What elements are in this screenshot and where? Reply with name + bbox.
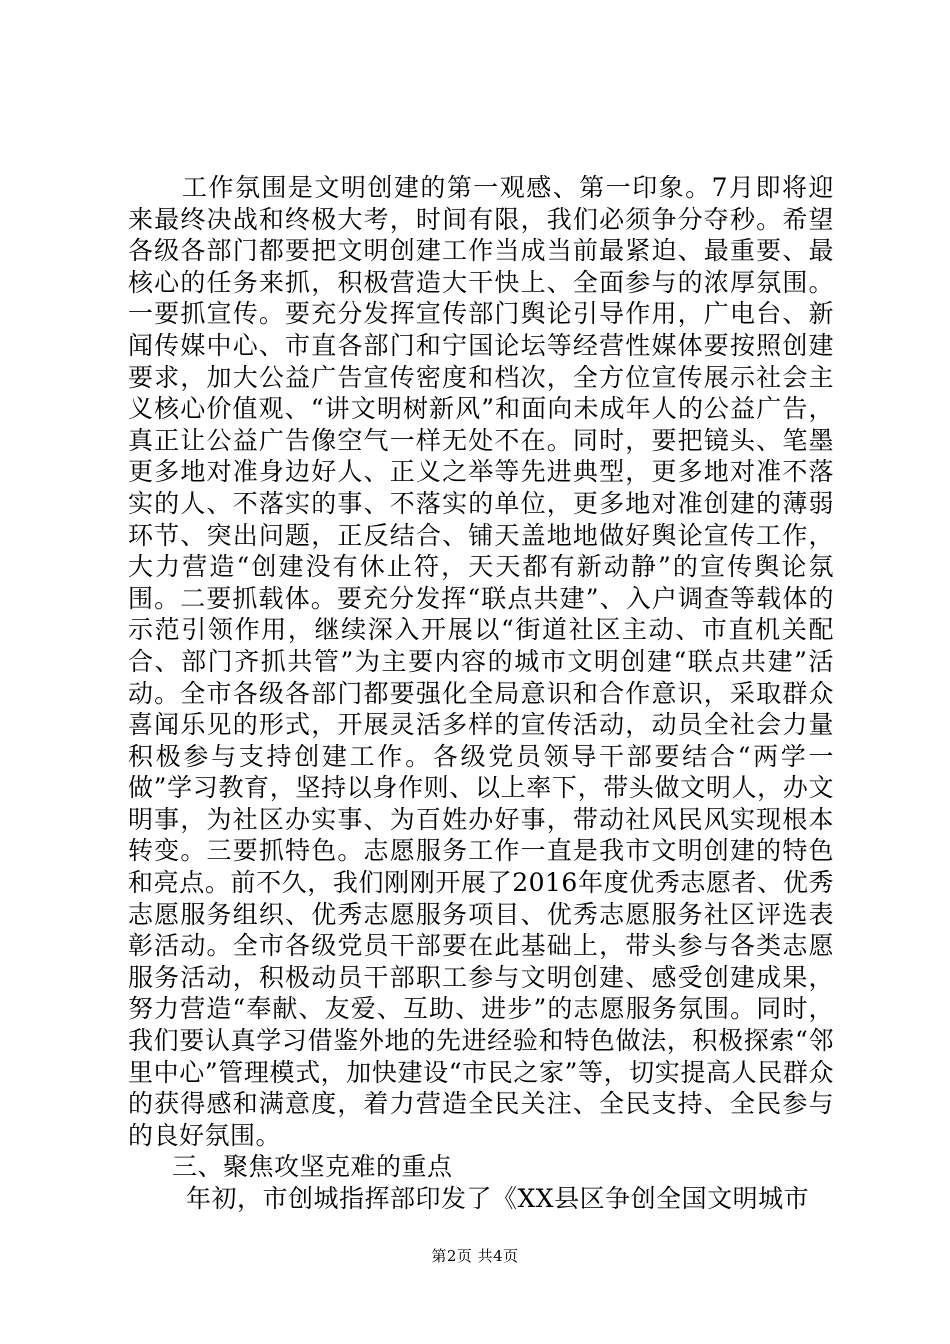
body-paragraph-continued: 年初，市创城指挥部印发了《XX县区争创全国文明城市 (186, 1184, 810, 1213)
page-footer (0, 1246, 950, 1266)
page-number: 第2页 共4页 (431, 1247, 519, 1265)
body-paragraph: 工作氛围是文明创建的第一观感、第一印象。7月即将迎来最终决战和终极大考，时间有限，我们必须争分夺秒。希望各级各部门都要把文明创建工作当成当前最紧迫、最重要、最核心的任务来抓，积极营造大干快上、全面参与的浓厚氛围。一要抓宣传。要充分发挥宣传部门舆论引导作用，广电台、新闻传媒中心、市直各部门和宁国论坛等经营性媒体要按照创建要求，加大公益广告宣传密度和档次，全方位宣传展示社会主义核心价值观、“讲文明树新风”和面向未成年人的公益广告，真正让公益广告像空气一样无处不在。同时，要把镜头、笔墨更多地对准身边好人、正义之举等先进典型，更多地对准不落实的人、不落实的事、不落实的单位，更多地对准创建的薄弱环节、突出问题，正反结合、铺天盖地地做好舆论宣传工作，大力营造“创建没有休止符，天天都有新动静”的宣传舆论氛围。二要抓载体。要充分发挥“联点共建”、入户调查等载体的示范引领作用，继续深入开展以“街道社区主动、市直机关配合、部门齐抓共管”为主要内容的城市文明创建“联点共建”活动。全市各级各部门都要强化全局意识和合作意识，采取群众喜闻乐见的形式，开展灵活多样的宣传活动，动员全社会力量积极参与支持创建工作。各级党员领导干部要结合“两学一做”学习教育，坚持以身作则、以上率下，带头做文明人，办文明事，为社区办实事、为百姓办好事，带动社风民风实现根本转变。三要抓特色。志愿服务工作一直是我市文明创建的特色和亮点。前不久，我们刚刚开展了2016年度优秀志愿者、优秀志愿服务组织、优秀志愿服务项目、优秀志愿服务社区评选表彰活动。全市各级党员干部要在此基础上，带头参与各类志愿服务活动，积极动员干部职工参与文明创建、感受创建成果，努力营造“奉献、友爱、互助、进步”的志愿服务氛围。同时，我们要认真学习借鉴外地的先进经验和特色做法，积极探索“邻里中心”管理模式，加快建设“市民之家”等，切实提高人民群众的获得感和满意度，着力营造全民关注、全民支持、全民参与的良好氛围。 (128, 173, 834, 1150)
section-heading: 三、聚焦攻坚克难的重点 (172, 1152, 453, 1182)
document-body (128, 172, 834, 1215)
